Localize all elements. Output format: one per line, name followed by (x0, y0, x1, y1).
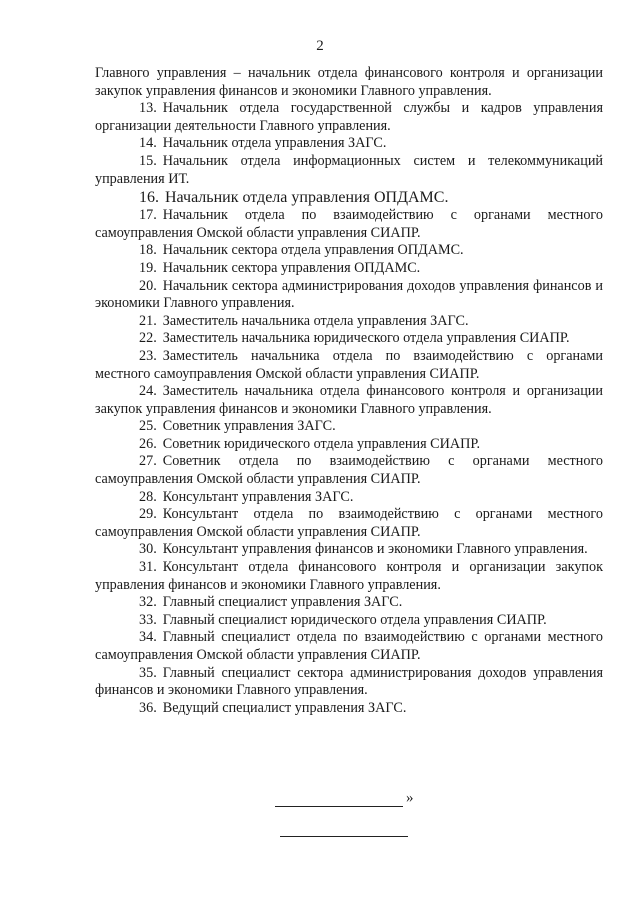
closing-quote: » (406, 790, 414, 806)
list-item (95, 665, 603, 700)
item-number: 16. (139, 189, 159, 207)
item-text: Начальник отдела управления ОПДАМС. (165, 189, 449, 207)
item-text: Главный специалист управления ЗАГС. (162, 594, 403, 611)
document-body (95, 65, 603, 717)
item-number: 18. (139, 242, 157, 259)
list-item (95, 629, 603, 664)
item-text: Заместитель начальника юридического отдела управления СИАПР. (162, 330, 570, 347)
item-text: Консультант отдела по взаимодействию с органами местного самоуправления Омской области управления СИАПР. (95, 506, 603, 540)
item-number: 17. (139, 207, 157, 224)
list-item (95, 559, 603, 594)
item-text: Начальник отдела по взаимодействию с органами местного самоуправления Омской области управления СИАПР. (95, 207, 603, 241)
item-text: Начальник сектора отдела управления ОПДАМС. (162, 242, 464, 259)
list-item (95, 612, 603, 630)
list-item (95, 242, 603, 260)
item-number: 34. (139, 629, 157, 646)
item-number: 20. (139, 277, 157, 294)
list-item (95, 453, 603, 488)
item-text: Главный специалист юридического отдела управления СИАПР. (162, 611, 547, 628)
list-item (95, 506, 603, 541)
page-number: 2 (316, 38, 324, 54)
list-item (95, 135, 603, 153)
item-text: Начальник отдела информационных систем и телекоммуникаций управления ИТ. (95, 152, 603, 187)
list-item (95, 330, 603, 348)
item-number: 24. (139, 383, 157, 400)
item-number: 23. (139, 347, 157, 364)
closing-underline (275, 806, 403, 807)
item-number: 22. (139, 330, 157, 347)
item-text: Заместитель начальника отдела управления ЗАГС. (162, 312, 469, 329)
list-item (95, 383, 603, 418)
item-number: 35. (139, 664, 157, 681)
item-text: Консультант управления финансов и экономики Главного управления. (162, 541, 588, 558)
item-text: Главный специалист сектора администрирования доходов управления финансов и экономики Главного управления. (95, 664, 603, 699)
list-item (95, 207, 603, 242)
separator-line (280, 836, 408, 837)
item-text: Советник отдела по взаимодействию с органами местного самоуправления Омской области управления СИАПР. (95, 453, 603, 488)
item-number: 15. (139, 152, 157, 169)
item-text: Начальник отдела государственной службы и кадров управления организации деятельности Главного управления. (95, 100, 603, 134)
item-text: Заместитель начальника отдела финансового контроля и организации закупок управления финансов и экономики Главного управления. (95, 383, 603, 417)
list-item (95, 153, 603, 188)
list-item (95, 436, 603, 454)
item-number: 30. (139, 541, 157, 558)
item-number: 29. (139, 506, 157, 523)
list-item (95, 594, 603, 612)
item-text: Ведущий специалист управления ЗАГС. (162, 699, 407, 716)
list-item (95, 278, 603, 313)
item-number: 33. (139, 611, 157, 628)
list-item (95, 489, 603, 507)
item-number: 21. (139, 312, 157, 329)
continuation-paragraph: Главного управления – начальник отдела финансового контроля и организации закупок управления финансов и экономики Главного управления. (95, 65, 603, 99)
item-number: 31. (139, 559, 157, 576)
item-number: 19. (139, 259, 157, 276)
item-number: 36. (139, 699, 157, 716)
list-item (95, 313, 603, 331)
list-item (95, 188, 603, 207)
item-text: Советник юридического отдела управления СИАПР. (162, 435, 481, 452)
item-text: Начальник сектора управления ОПДАМС. (162, 259, 421, 276)
item-text: Начальник отдела управления ЗАГС. (162, 135, 387, 152)
item-number: 27. (139, 453, 157, 470)
item-number: 25. (139, 418, 157, 435)
list-item (95, 541, 603, 559)
item-text: Советник управления ЗАГС. (162, 418, 336, 435)
list-item (95, 260, 603, 278)
item-text: Заместитель начальника отдела по взаимодействию с органами местного самоуправления Омской области управления СИАПР. (95, 347, 603, 382)
item-text: Начальник сектора администрирования доходов управления финансов и экономики Главного управления. (95, 277, 603, 312)
list-item (95, 348, 603, 383)
item-number: 14. (139, 135, 157, 152)
item-number: 28. (139, 488, 157, 505)
list-item (95, 100, 603, 135)
item-text: Главный специалист отдела по взаимодействию с органами местного самоуправления Омской области управления СИАПР. (95, 629, 603, 663)
closing-mark (275, 790, 435, 810)
item-number: 13. (139, 100, 157, 117)
item-text: Консультант управления ЗАГС. (162, 488, 354, 505)
item-number: 26. (139, 435, 157, 452)
item-number: 32. (139, 594, 157, 611)
list-item (95, 700, 603, 718)
item-text: Консультант отдела финансового контроля и организации закупок управления финансов и экономики Главного управления. (95, 559, 603, 593)
list-item (95, 418, 603, 436)
